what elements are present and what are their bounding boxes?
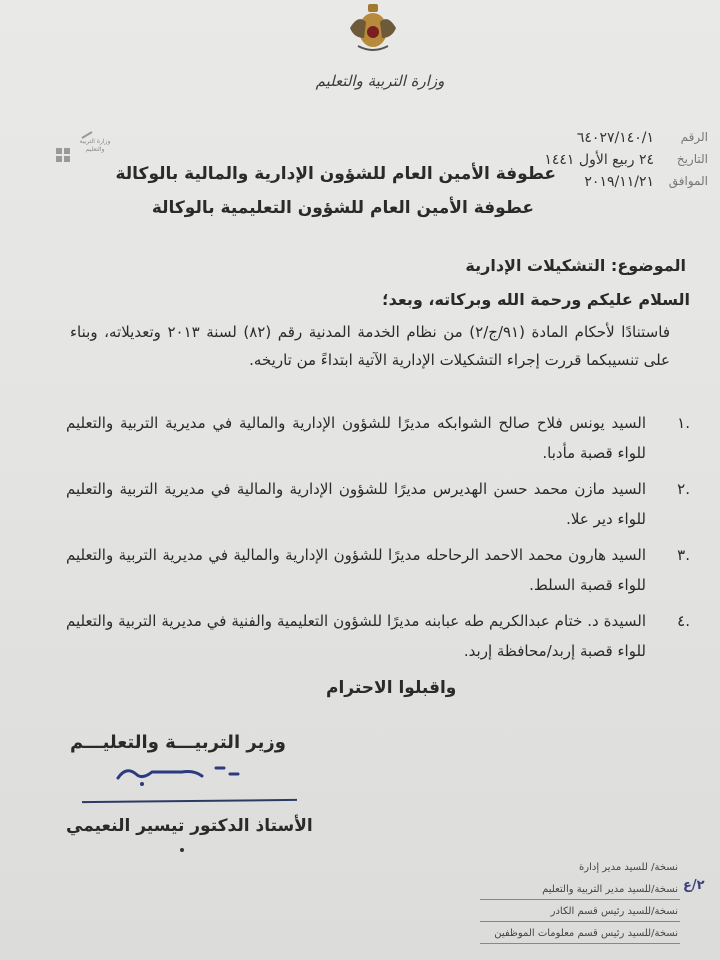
decision-list xyxy=(66,408,690,666)
subject-line: الموضوع: التشكيلات الإدارية xyxy=(465,256,686,275)
cc-line: نسخة/للسيد مدير التربية والتعليم xyxy=(542,884,678,895)
cc-line: نسخة/للسيد رئيس قسم الكادر xyxy=(550,906,678,917)
gregorian-value: ٢٠١٩/١١/٢١ xyxy=(584,174,654,190)
signatory-name: الأستاذ الدكتور تيسير النعيمي xyxy=(66,816,313,836)
greeting: السلام عليكم ورحمة الله وبركاته، وبعد؛ xyxy=(382,290,690,309)
handwritten-signature xyxy=(112,760,252,794)
item-number: .٤ xyxy=(677,612,690,630)
item-text: السيد مازن محمد حسن الهديرس مديرًا للشؤون الإدارية والمالية في مديرية التربية والتعليم للواء دير علا. xyxy=(66,480,646,528)
royal-crest-emblem xyxy=(342,2,404,54)
addressee-1: عطوفة الأمين العام للشؤون الإدارية والمالية بالوكالة xyxy=(115,164,556,184)
cc-line: نسخة/ للسيد مدير إدارة xyxy=(579,862,678,873)
signature-underline xyxy=(82,799,297,803)
stamp-label: وزارة التربية والتعليم xyxy=(79,138,111,153)
cc-underline xyxy=(480,921,680,922)
signatory-title: وزير التربيـــة والتعليـــم xyxy=(70,732,286,753)
date-label: التاريخ xyxy=(676,152,708,166)
number-value: ٦٤٠٢٧/١٤٠/١ xyxy=(576,130,654,146)
item-number: .١ xyxy=(677,414,690,432)
date-value: ٢٤ ربيع الأول ١٤٤١ xyxy=(544,152,654,168)
item-text: السيد يونس فلاح صالح الشوابكه مديرًا للشؤون الإدارية والمالية في مديرية التربية والتعليم للواء قصبة مأدبا. xyxy=(66,414,646,462)
addressee-2: عطوفة الأمين العام للشؤون التعليمية بالوكالة xyxy=(151,198,534,218)
number-label: الرقم xyxy=(680,130,708,144)
item-text: السيدة د. ختام عبدالكريم طه عبابنه مديرًا للشؤون التعليمية والفنية في مديرية التربية والتعليم للواء قصبة إربد/محافظة إربد. xyxy=(66,612,646,660)
reference-number-row xyxy=(408,130,708,146)
handwritten-note: ٢/ع xyxy=(683,878,705,893)
ink-dot xyxy=(180,848,184,852)
ministry-name: وزارة التربية والتعليم xyxy=(315,72,445,90)
list-item xyxy=(66,408,690,468)
list-item xyxy=(66,606,690,666)
list-item xyxy=(66,540,690,600)
cc-line: نسخة/للسيد رئيس قسم معلومات الموظفين xyxy=(494,928,678,939)
cc-underline xyxy=(480,899,680,900)
list-item xyxy=(66,474,690,534)
item-number: .٣ xyxy=(677,546,690,564)
item-text: السيد هارون محمد الاحمد الرحاحله مديرًا للشؤون الإدارية والمالية في مديرية التربية والتعليم للواء قصبة السلط. xyxy=(66,546,646,594)
gregorian-label: الموافق xyxy=(668,174,708,188)
item-number: .٢ xyxy=(677,480,690,498)
closing-line: واقبلوا الاحترام xyxy=(326,678,457,698)
cc-underline xyxy=(480,943,680,944)
institutional-stamp xyxy=(52,128,124,182)
intro-paragraph: فاستنادًا لأحكام المادة (٩١/ج/٢) من نظام الخدمة المدنية رقم (٨٢) لسنة ٢٠١٣ وتعديلاته، وبناء على تنسيبكما قررت إجراء التشكيلات الإدارية الآتية ابتداءً من تاريخه. xyxy=(70,323,670,369)
